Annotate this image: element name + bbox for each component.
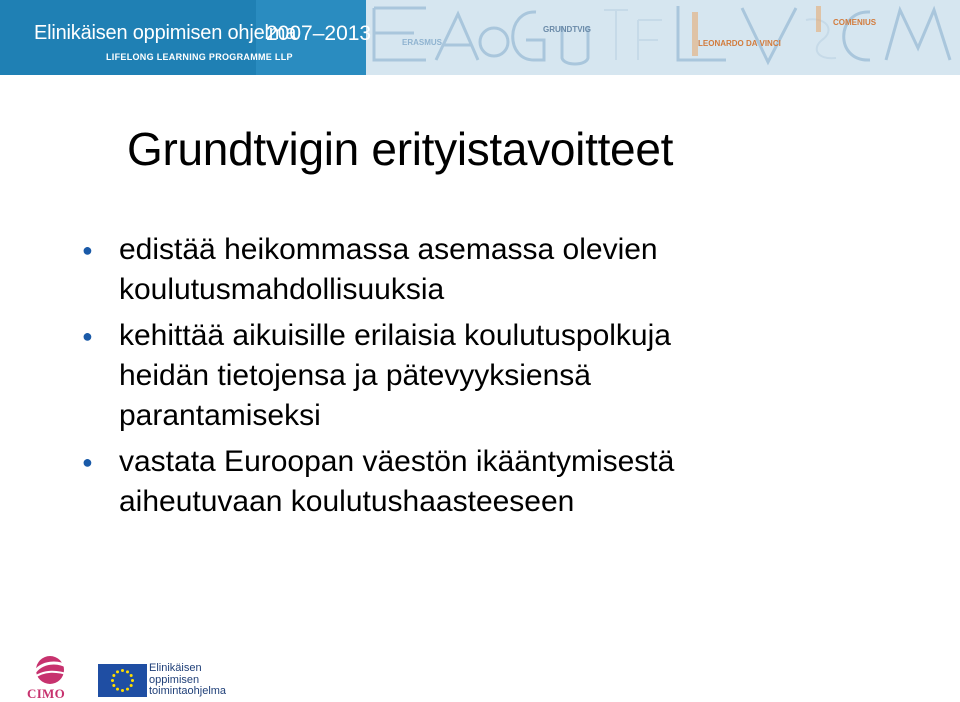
bullet-line: vastata Euroopan väestön ikääntymisestä [119, 445, 675, 478]
cimo-label: CIMO [27, 686, 66, 701]
programme-logos-watermark [366, 0, 960, 75]
eu-star-icon [130, 674, 133, 677]
eu-star-icon [121, 689, 124, 692]
bullet-item [82, 230, 932, 310]
bullet-line: aiheutuvaan koulutushaasteeseen [119, 485, 575, 518]
comenius-label: COMENIUS [833, 18, 877, 27]
bullet-dot-icon: ● [82, 326, 93, 346]
eu-text-line: oppimisen [149, 673, 200, 686]
eu-star-icon [111, 679, 114, 682]
leonardo-label: LEONARDO DA VINCI [698, 39, 781, 48]
bullet-dot-icon: ● [82, 240, 93, 260]
bullet-line: koulutusmahdollisuuksia [119, 273, 445, 306]
bullet-item [82, 442, 932, 522]
bullet-line: kehittää aikuisille erilaisia koulutuspolkuja [119, 319, 671, 352]
eu-flag-icon [98, 664, 147, 697]
erasmus-label: ERASMUS [402, 38, 443, 47]
programme-name: Elinikäisen oppimisen ohjelma [34, 22, 297, 44]
bullet-item [82, 316, 932, 436]
eu-star-icon [116, 670, 119, 673]
header-banner [0, 0, 960, 75]
eu-star-icon [112, 674, 115, 677]
bullet-dot-icon: ● [82, 452, 93, 472]
eu-text-line: toimintaohjelma [149, 685, 227, 697]
bullet-list [82, 230, 932, 528]
eu-star-icon [121, 669, 124, 672]
programme-years: 2007–2013 [266, 22, 372, 45]
eu-star-icon [126, 670, 129, 673]
eu-star-icon [116, 688, 119, 691]
eu-star-icon [131, 679, 134, 682]
bullet-line: heidän tietojensa ja pätevyyksiensä [119, 359, 591, 392]
eu-star-icon [130, 684, 133, 687]
bullet-line: edistää heikommassa asemassa olevien [119, 233, 658, 266]
eu-programme-text [149, 663, 226, 698]
programme-subtitle: LIFELONG LEARNING PROGRAMME LLP [106, 52, 293, 62]
grundtvig-label: GRUNDTVIG [543, 25, 591, 34]
slide-title: Grundtvigin erityistavoitteet [127, 123, 674, 175]
eu-star-icon [126, 688, 129, 691]
eu-star-icon [112, 684, 115, 687]
bullet-line: parantamiseksi [119, 399, 321, 432]
eu-text-line: Elinikäisen [149, 662, 202, 674]
